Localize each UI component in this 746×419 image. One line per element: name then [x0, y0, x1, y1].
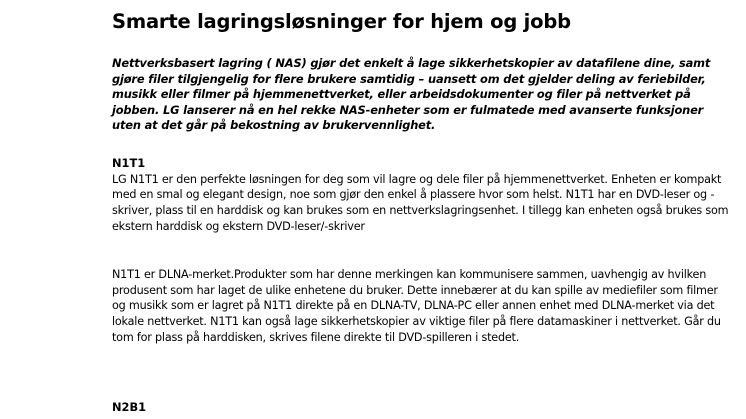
- section-n2b1: [112, 400, 732, 416]
- body-paragraph: LG N1T1 er den perfekte løsningen for deg som vil lagre og dele filer på hjemmenettverket. Enheten er kompakt med en smal og elegant design, noe som gjør den enkel å plassere hvor som helst. N1T1 har en DVD-leser og -skriver, plass til en harddisk og kan brukes som en nettverkslagringsenhet. I tillegg kan enheten også brukes som ekstern harddisk og ekstern DVD-leser/-skriver: [112, 172, 729, 233]
- body-paragraph: N1T1 er DLNA-merket.Produkter som har denne merkingen kan kommunisere sammen, uavhengig av hvilken produsent som har laget de ulike enhetene du bruker. Dette innebærer at du kan spille av mediefiler som filmer og musikk som er lagret på N1T1 direkte på en DLNA-TV, DLNA-PC eller annen enhet med DLNA-merket via det lokale nettverket. N1T1 kan også lage sikkerhetskopier av viktige filer på flere datamaskiner i nettverket. Går du tom for plass på harddisken, skrives filene direkte til DVD-spilleren i stedet.: [112, 268, 721, 344]
- section-n1t1-continued: [112, 267, 732, 346]
- section-heading: N2B1: [112, 400, 147, 414]
- intro-paragraph: Nettverksbasert lagring ( NAS) gjør det enkelt å lage sikkerhetskopier av datafilene dine, samt gjøre filer tilgjengelig for flere brukere samtidig – uansett om det gjelder deling av feriebilder, musikk eller filmer på hjemmenettverket, eller arbeidsdokumenter og filer på nettverket på jobben. LG lanserer nå en hel rekke NAS-enheter som er fulmatede med avanserte funksjoner uten at det går på bekostning av brukervennlighet.: [112, 56, 711, 133]
- section-heading: N1T1: [112, 156, 146, 170]
- document-title: Smarte lagringsløsninger for hjem og jobb: [112, 10, 571, 33]
- section-n1t1: [112, 156, 732, 234]
